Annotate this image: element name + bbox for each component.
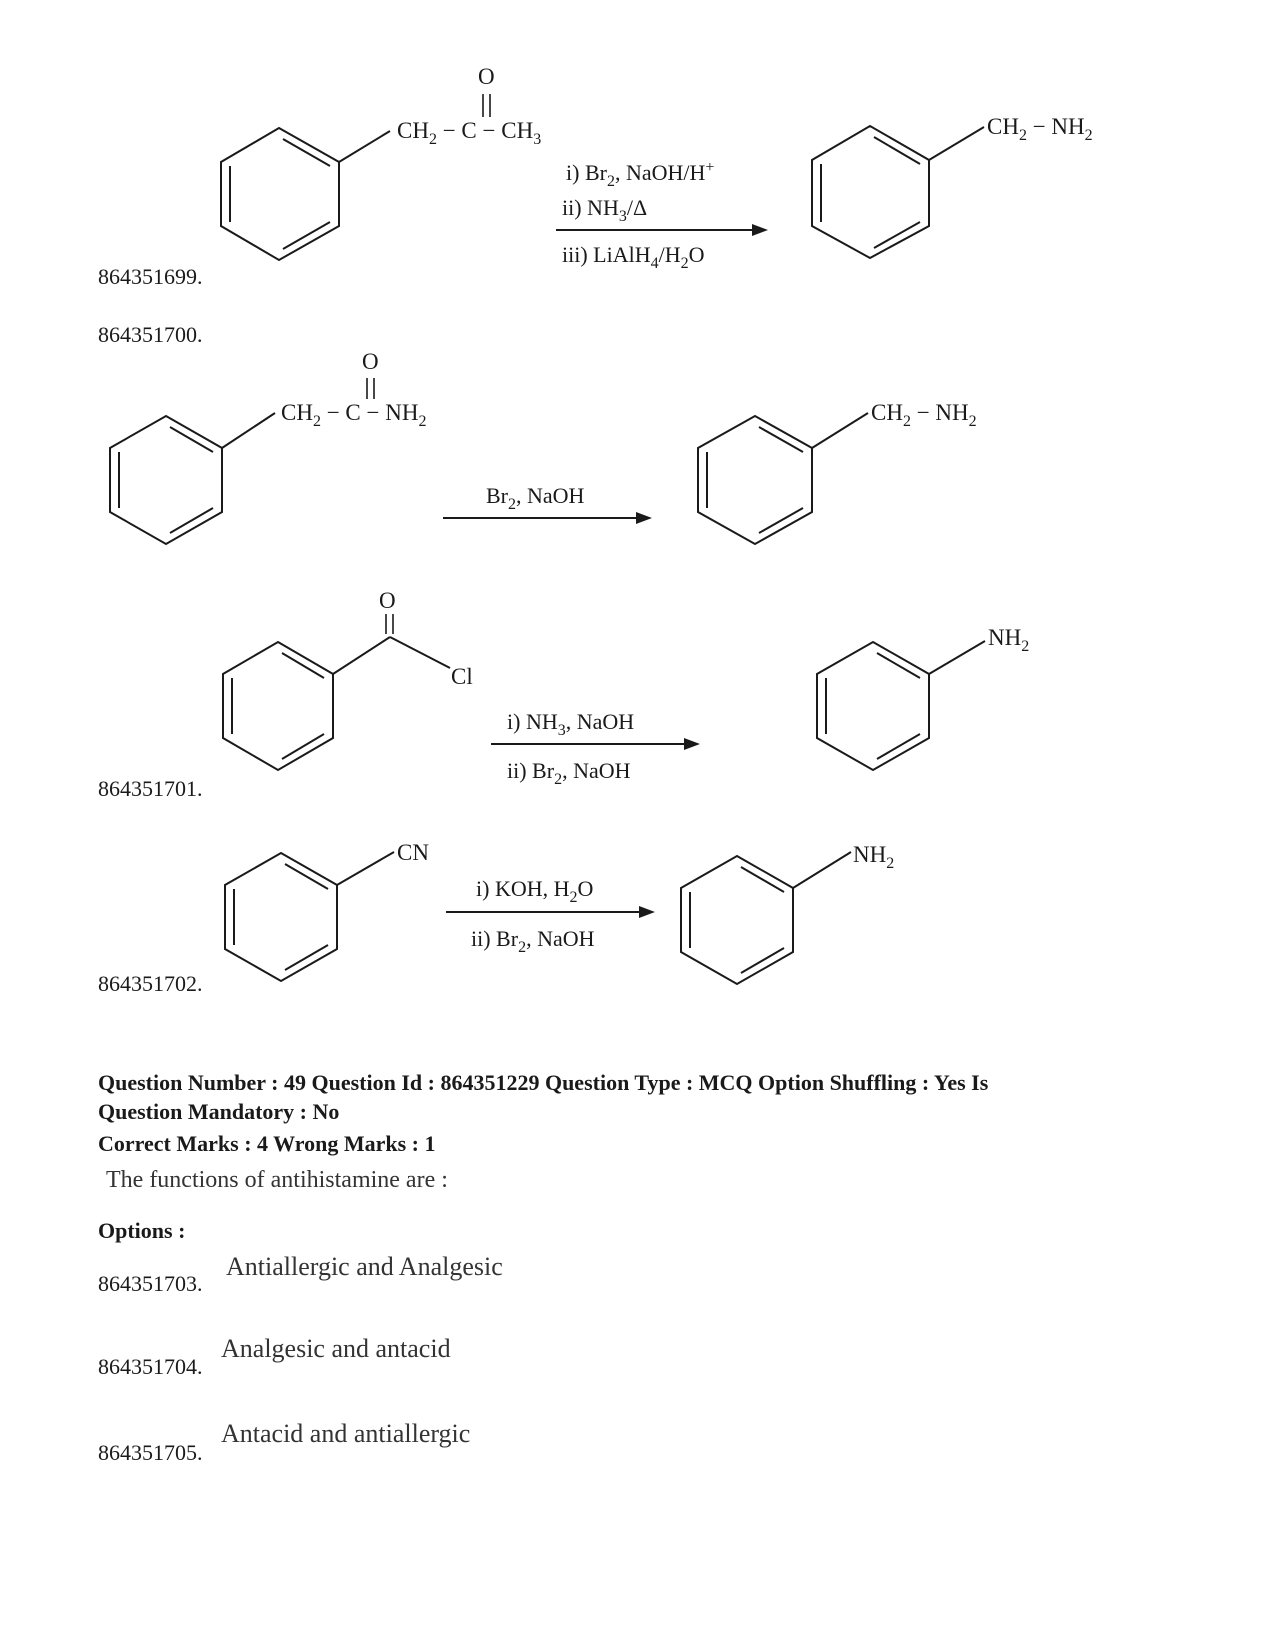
- option-id: 864351703.: [98, 1271, 203, 1296]
- reagent-1-line-1: i) $Br_2$, NaOH/H+: [566, 159, 715, 190]
- option-id: 864351704.: [98, 1354, 203, 1379]
- options-label: Options :: [98, 1218, 186, 1243]
- benzene-ring-reactant-2: [110, 413, 275, 544]
- benzene-ring-reactant-1: [221, 128, 390, 260]
- option-id: 864351705.: [98, 1440, 203, 1465]
- option-id: 864351699.: [98, 264, 203, 289]
- option-id: 864351700.: [98, 322, 203, 347]
- reagent-1-line-3: iii) $LiAlH_4/H_2O$: [562, 242, 705, 272]
- option-id: 864351702.: [98, 971, 203, 996]
- option-text: Antiallergic and Analgesic: [226, 1252, 503, 1281]
- reagent-4-line-2: ii) $Br_2$, NaOH: [471, 926, 595, 956]
- option-text: Analgesic and antacid: [221, 1334, 451, 1363]
- reactant-2-chain: $CH_2 - C - NH_2$: [281, 400, 427, 430]
- reagent-4-line-1: i) KOH, $H_2O$: [476, 876, 594, 906]
- reaction-864351699: [221, 64, 1093, 272]
- product-4-amine: $NH_2$: [853, 842, 895, 872]
- question-marks: Correct Marks : 4 Wrong Marks : 1: [98, 1131, 436, 1156]
- product-2-chain: $CH_2 - NH_2$: [871, 400, 977, 430]
- question-meta-line-1: Question Number : 49 Question Id : 864351229 Question Type : MCQ Option Shuffling : Yes Is: [98, 1070, 989, 1095]
- question-header: [98, 1068, 1198, 1126]
- reagent-3-line-1: i) $NH_3$, NaOH: [507, 709, 635, 739]
- reaction-arrow-1: [556, 224, 768, 236]
- reaction-arrow-4: [446, 906, 655, 918]
- benzene-ring-reactant-4: [225, 852, 394, 981]
- benzene-ring-product-3: [817, 641, 985, 770]
- reactant-1-oxygen: O: [478, 64, 495, 89]
- reaction-arrow-3: [491, 738, 700, 750]
- reactant-4-nitrile: CN: [397, 840, 429, 865]
- benzene-ring-reactant-3: [223, 637, 450, 770]
- product-3-amine: $NH_2$: [988, 625, 1030, 655]
- reaction-arrow-2: [443, 512, 652, 524]
- reagent-1-line-2: ii) $NH_3/\Delta$: [562, 195, 648, 225]
- product-1-chain: $CH_2 - NH_2$: [987, 114, 1093, 144]
- option-text: Antacid and antiallergic: [221, 1419, 471, 1448]
- reaction-864351701: [223, 588, 1029, 788]
- option-id: 864351701.: [98, 776, 203, 801]
- reactant-3-chlorine: Cl: [451, 664, 473, 689]
- benzene-ring-product-4: [681, 852, 851, 984]
- benzene-ring-product-2: [698, 413, 868, 544]
- question-meta-line-2: Question Mandatory : No: [98, 1099, 340, 1124]
- reactant-2-oxygen: O: [362, 349, 379, 374]
- benzene-ring-product-1: [812, 126, 984, 258]
- reaction-864351700: [110, 349, 977, 544]
- reagent-2-line-1: $Br_2$, NaOH: [486, 483, 585, 513]
- reaction-864351702: [225, 840, 894, 984]
- question-text: The functions of antihistamine are :: [106, 1167, 448, 1193]
- reactant-3-oxygen: O: [379, 588, 396, 613]
- reagent-3-line-2: ii) $Br_2$, NaOH: [507, 758, 631, 788]
- reactant-1-chain: $CH_2 - C - CH_3$: [397, 118, 542, 148]
